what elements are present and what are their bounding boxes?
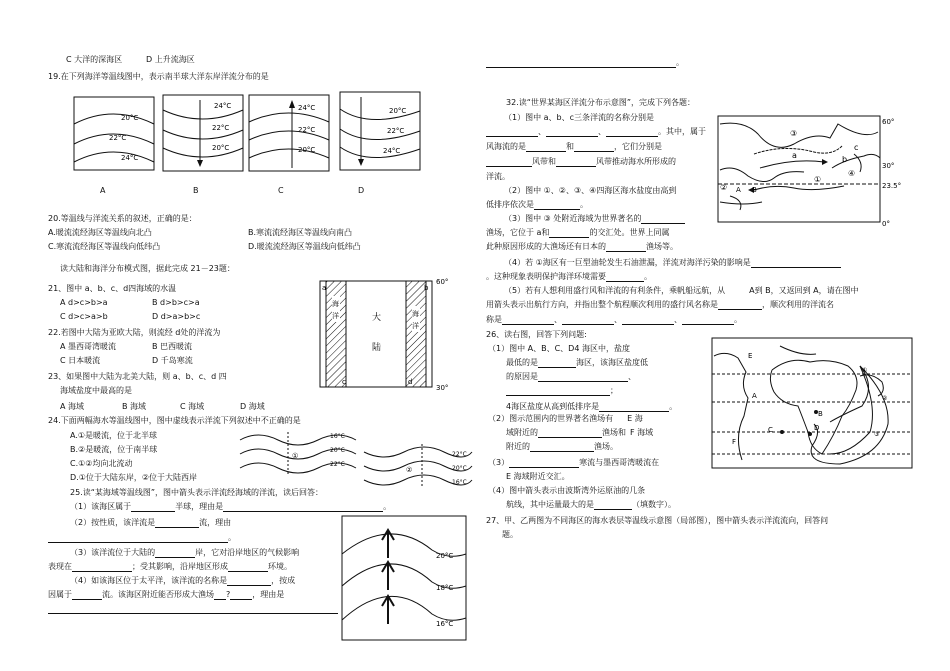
svg-text:A: A	[736, 186, 741, 194]
svg-text:E: E	[748, 352, 753, 360]
sea-left-char-1: 海	[332, 300, 339, 308]
svg-text:b: b	[424, 284, 429, 292]
svg-text:③: ③	[790, 129, 798, 138]
q22-option-a: A 墨西哥湾暖流	[60, 342, 117, 351]
q27-stem: 27、甲、乙两图为不同海区的海水表层等温线示意图（局部图），图中箭头表示洋流流向，回答问	[486, 516, 829, 525]
svg-text:20°C: 20°C	[436, 552, 454, 560]
svg-text:③: ③	[874, 431, 880, 438]
q32-part5-line3: 称是 、 、 、 。	[486, 315, 742, 324]
q22-option-d: D 千岛寒流	[152, 356, 193, 365]
q32-part2: （2）图中 ①、②、③、④四海区海水盐度由高到	[504, 186, 677, 195]
svg-text:D: D	[814, 424, 820, 432]
svg-text:a: a	[792, 151, 797, 160]
q26-part4: （4）图中箭头表示由波斯湾外运原油的几条	[488, 486, 646, 495]
q32-ocean-current-map	[714, 110, 904, 228]
q22-option-c: C 日本暖流	[60, 356, 101, 365]
svg-text:b: b	[842, 155, 848, 164]
svg-text:24°C: 24°C	[214, 102, 232, 110]
svg-text:20°C: 20°C	[452, 465, 467, 472]
svg-text:d: d	[408, 378, 413, 386]
q20-option-a: A.暖流流经海区等温线向北凸	[48, 228, 152, 237]
svg-text:洋: 洋	[412, 322, 419, 330]
q32-part1-line3: 风海流的是 和 ，它们分别是	[486, 142, 662, 151]
q20-option-d: D.暖流流经海区等温线向低纬凸	[248, 242, 361, 251]
arrow-right-icon	[822, 159, 828, 165]
q24-fig-2	[362, 442, 474, 490]
svg-text:22°C: 22°C	[330, 461, 345, 468]
q32-part4-line2: 。这种现象表明保护海洋环境需要 。	[486, 272, 652, 281]
q25-part3-cont: 表现在 ；受其影响，沿岸地区形成 环境。	[48, 562, 292, 571]
q26-part1-line3: 的原因是 、	[506, 372, 636, 381]
q19a-temp-2: 22°C	[109, 134, 127, 142]
q26-part2-line3: 附近的 渔场。	[506, 442, 618, 451]
intro-21-23: 读大陆和海洋分布模式图，据此完成 21－23题：	[60, 264, 235, 273]
q23-option-c: C 海域	[180, 402, 205, 411]
q21-stem: 21、图中 a、b、c、d四海域的水温	[48, 284, 177, 293]
svg-text:①: ①	[292, 452, 299, 460]
svg-text:a: a	[322, 284, 327, 292]
land-label-1: 大	[372, 313, 382, 323]
q24-fig-1	[238, 428, 358, 476]
q24-option-a: A.①是暖流，位于北半球	[70, 431, 158, 440]
q21-option-b: B d>b>c>a	[152, 298, 200, 307]
q23-stem-2: 海域盐度中最高的是	[60, 386, 132, 395]
svg-text:④: ④	[848, 169, 856, 178]
q26-part4-line2: 航线，其中运量最大的是 （填数字）。	[506, 500, 676, 509]
svg-text:①: ①	[862, 367, 868, 374]
svg-text:②: ②	[406, 466, 413, 474]
svg-text:C: C	[768, 426, 773, 434]
svg-text:海: 海	[412, 310, 419, 318]
svg-text:0°: 0°	[882, 220, 890, 228]
svg-text:20°C: 20°C	[330, 447, 345, 454]
q19-label-a: A	[100, 186, 106, 195]
q18-option-c: C 大洋的深海区	[66, 55, 123, 64]
q26-part2: （2）图示范围内的世界著名渔场有 E 海	[488, 414, 643, 423]
q19-diagram-d	[339, 91, 421, 171]
q25-part4-line	[48, 604, 338, 614]
q25-part1: （1）该海区属于 半球，理由是 。	[70, 502, 392, 511]
q20-stem: 20.等温线与洋流关系的叙述，正确的是：	[48, 214, 197, 223]
q26-part1: （1）图中 A、B、C、D4 海区中，盐度	[488, 344, 630, 353]
q18-option-d: D 上升流海区	[146, 55, 195, 64]
svg-text:22°C: 22°C	[387, 127, 405, 135]
q19-label-b: B	[193, 186, 199, 195]
q26-stem: 26、读右图，回答下列问题:	[486, 330, 587, 339]
q25-part4: （4）如该海区位于太平洋，该洋流的名称是 ，按成	[70, 576, 296, 585]
q25-part2: （2）按性质，该洋流是 流，理由	[70, 518, 232, 527]
q32-part3-line3: 此种原因形成的大渔场还有日本的 渔场等。	[486, 242, 678, 251]
land-label-2: 陆	[372, 343, 382, 353]
arrow-up-icon	[289, 100, 295, 108]
svg-text:23.5°: 23.5°	[882, 182, 902, 190]
svg-text:①: ①	[814, 175, 822, 184]
q26-part3: （3） 寒流与墨西哥湾暖流在	[488, 458, 660, 467]
q19-diagram-c	[248, 94, 330, 172]
q23-option-a: A 海域	[60, 402, 85, 411]
q26-part2-line2: 域附近的 渔场和 F 海域	[506, 428, 654, 437]
q20-option-b: B.寒流流经海区等温线向南凸	[248, 228, 353, 237]
q26-world-map	[710, 336, 914, 470]
svg-text:16°C: 16°C	[452, 479, 467, 486]
svg-text:22°C: 22°C	[298, 126, 316, 134]
q20-option-c: C.寒流流经海区等温线向低纬凸	[48, 242, 161, 251]
svg-text:②: ②	[720, 183, 728, 192]
q25-part2-line: 。	[48, 533, 236, 543]
right-top-line: 。	[486, 58, 684, 68]
q19a-temp-3: 24°C	[121, 154, 139, 162]
svg-text:30°: 30°	[882, 162, 895, 170]
arrow-down-icon	[197, 160, 203, 167]
q27-stem-2: 题。	[502, 530, 518, 539]
q24-stem: 24.下面两幅海水等温线图中，图中虚线表示洋流下列叙述中不正确的是	[48, 416, 301, 425]
svg-text:22°C: 22°C	[452, 451, 467, 458]
q22-stem: 22.若图中大陆为亚欧大陆，则流经 d处的洋流为	[48, 328, 221, 337]
q32-part3-line2: 渔场，它位于 a和 的交汇处。世界上同属	[486, 228, 670, 237]
q32-part1-line2: 、 、 。其中，属于	[486, 127, 706, 137]
lat-30: 30°	[436, 384, 449, 392]
svg-text:B: B	[818, 410, 823, 418]
q32-part5: （5）若有人想利用盛行风和洋流的有利条件，乘帆船远航，从 A到 B，又返回到 A，请在图中	[504, 286, 859, 295]
q19-stem: 19.在下列海洋等温线图中，表示南半球大洋东岸洋流分布的是	[48, 72, 269, 81]
q23-option-b: B 海域	[122, 402, 147, 411]
svg-text:B: B	[752, 186, 757, 194]
svg-text:A: A	[752, 392, 757, 400]
q32-part1-line4: 风带和 风带推动海水所形成的	[486, 157, 676, 167]
svg-text:16°C: 16°C	[330, 433, 345, 440]
q32-part1: （1）图中 a、b、c三条洋流的名称分别是	[504, 113, 655, 122]
q25-stem: 25.读“某海域等温线图”，图中箭头表示洋流经海域的洋流，读后回答：	[70, 488, 324, 497]
q23-stem: 23、如果图中大陆为北美大陆，则 a、b、c、d 四	[48, 372, 227, 381]
svg-text:24°C: 24°C	[383, 147, 401, 155]
svg-text:c: c	[854, 143, 859, 152]
q19-label-d: D	[358, 186, 365, 195]
arrow-down-icon	[358, 159, 364, 166]
lat-60: 60°	[436, 278, 449, 286]
q24-option-d: D.①位于大陆东岸，②位于大陆西岸	[70, 473, 198, 482]
q24-option-c: C.①②均向北流动	[70, 459, 133, 468]
svg-text:c: c	[342, 378, 346, 386]
svg-text:24°C: 24°C	[298, 104, 316, 112]
q26-part3-line2: E 海域附近交汇。	[506, 472, 570, 481]
q21-option-a: A d>c>b>a	[60, 298, 108, 307]
svg-text:20°C: 20°C	[389, 107, 407, 115]
q25-part3: （3）该洋流位于大陆的 岸，它对沿岸地区的气候影响	[70, 548, 300, 557]
q32-part3: （3）图中 ③ 处附近海域为世界著名的	[504, 214, 685, 224]
q26-part1-line4: ；	[506, 386, 618, 396]
q26-part1-line5: 4海区盐度从高到低排序是 。	[506, 402, 678, 411]
svg-text:22°C: 22°C	[212, 124, 230, 132]
q32-stem: 32.读“世界某海区洋流分布示意图”，完成下列各题：	[506, 98, 696, 107]
q25-isotherm-map	[340, 514, 468, 642]
q25-part4-cont: 因属于 流。该海区附近能否形成大渔场 ? ，理由是	[48, 590, 285, 599]
q19-label-c: C	[278, 186, 284, 195]
continent-ocean-map	[318, 276, 458, 392]
q26-part1-line2: 最低的是 海区，该海区盐度低	[506, 358, 648, 367]
q32-part4: （4）若 ①海区有一巨型油轮发生石油泄漏，洋流对海洋污染的影响是	[504, 258, 841, 268]
svg-text:20°C: 20°C	[298, 146, 316, 154]
q23-option-d: D 海域	[240, 402, 265, 411]
sea-left-char-2: 洋	[332, 312, 339, 320]
svg-text:16°C: 16°C	[436, 620, 454, 628]
q21-option-c: C d>c>a>b	[60, 312, 108, 321]
svg-text:18°C: 18°C	[436, 584, 454, 592]
q24-option-b: B.②是暖流，位于南半球	[70, 445, 158, 454]
q22-option-b: B 巴西暖流	[152, 342, 193, 351]
svg-text:②: ②	[882, 395, 888, 402]
q32-part1-line5: 洋流。	[486, 172, 510, 181]
q32-part2-line2: 低排序依次是 。	[486, 200, 588, 209]
svg-text:F: F	[732, 438, 737, 446]
q19-diagram-b	[162, 94, 244, 172]
q21-option-d: D d>a>b>c	[152, 312, 201, 321]
q19a-temp-1: 20°C	[121, 114, 139, 122]
q32-part5-line2: 用箭头表示出航行方向，并指出整个航程顺次利用的盛行风名称是 ，顺次利用的洋流名	[486, 300, 834, 309]
svg-text:20°C: 20°C	[212, 144, 230, 152]
q19-diagram-a	[73, 96, 155, 171]
svg-text:60°: 60°	[882, 118, 895, 126]
